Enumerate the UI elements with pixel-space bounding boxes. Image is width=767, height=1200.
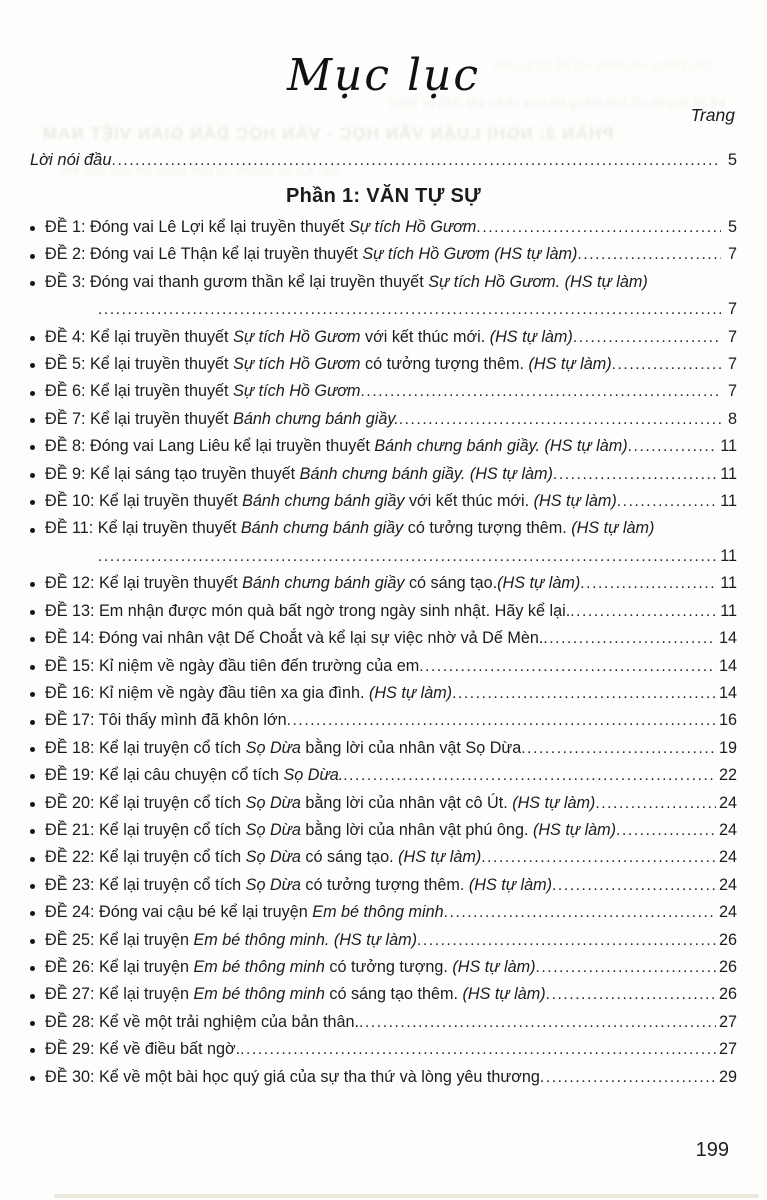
toc-entry-line [30, 241, 737, 268]
toc-entry-text: ĐỀ 18: Kể lại truyện cổ tích Sọ Dừa bằng lời của nhân vật Sọ Dừa [45, 738, 522, 757]
toc-entry-page-number: 26 [718, 930, 737, 949]
toc-entry-label: ĐỀ 11: [45, 519, 98, 538]
dot-leader [287, 707, 716, 734]
toc-entry-text: ĐỀ 17: Tôi thấy mình đã khôn lớn [45, 711, 287, 730]
toc-entry-label: ĐỀ 20: [45, 793, 99, 812]
toc-entry-line [30, 954, 737, 981]
toc-entry-text: ĐỀ 29: Kể về điều bất ngờ. [45, 1040, 241, 1059]
toc-entry-line [30, 735, 737, 762]
toc-entry-label: ĐỀ 8: [45, 437, 90, 456]
ghost-text-line: kể lại truyện cổ tích bằng lời của nhân vật (HS tự làm) [389, 94, 725, 110]
bullet-icon [30, 254, 39, 259]
toc-entry-line [30, 927, 737, 954]
toc-entry-label: ĐỀ 26: [45, 957, 99, 976]
toc-entry [30, 1036, 737, 1063]
page-number: 199 [695, 1139, 729, 1161]
toc-entry-line [30, 351, 737, 378]
toc-entry-page-number: 29 [718, 1067, 737, 1086]
scan-edge-artifact [54, 1194, 759, 1198]
dot-leader [452, 680, 716, 707]
toc-entry-text: ĐỀ 2: Đóng vai Lê Thận kể lại truyền thuyết Sự tích Hồ Gươm (HS tự làm) [45, 245, 578, 264]
toc-entry-line [30, 790, 737, 817]
bullet-icon [30, 966, 39, 971]
toc-entry [30, 762, 737, 789]
toc-entry-text: ĐỀ 30: Kể về một bài học quý giá của sự tha thứ và lòng yêu thương [45, 1067, 540, 1086]
toc-entry-text: ĐỀ 24: Đóng vai cậu bé kể lại truyện Em bé thông minh [45, 903, 444, 922]
toc-entry-line [30, 433, 737, 460]
section-heading: Phần 1: VĂN TỰ SỰ [286, 185, 481, 207]
bullet-icon [30, 939, 39, 944]
dot-leader [553, 461, 717, 488]
toc-entry-label: ĐỀ 18: [45, 738, 99, 757]
toc-entry-line [30, 817, 737, 844]
toc-entry-foreword [30, 151, 737, 170]
bullet-icon [30, 1048, 39, 1053]
toc-entry-label: ĐỀ 1: [45, 218, 90, 236]
bullet-icon [30, 528, 39, 533]
toc-entry [30, 1009, 737, 1036]
toc-entry-text: ĐỀ 10: Kể lại truyền thuyết Bánh chưng bánh giầy với kết thúc mới. (HS tự làm) [45, 492, 617, 511]
toc-entry-line [30, 872, 737, 899]
toc-entry-label: ĐỀ 6: [45, 382, 90, 401]
toc-entry [30, 927, 737, 954]
toc-entry [30, 844, 737, 871]
bullet-icon [30, 418, 39, 423]
bullet-icon [30, 802, 39, 807]
bullet-icon [30, 473, 39, 478]
toc-entry-label: ĐỀ 19: [45, 766, 99, 785]
ghost-text-line: Đề: Đóng vai nhân vật kể lại truyện [494, 57, 712, 73]
toc-entry-text: ĐỀ 1: Đóng vai Lê Lợi kể lại truyền thuyết Sự tích Hồ Gươm [45, 218, 477, 236]
dot-leader [540, 1064, 716, 1091]
toc-list [30, 214, 737, 1091]
dot-leader [617, 488, 717, 515]
toc-entry-label: ĐỀ 17: [45, 711, 99, 730]
dot-leader [98, 543, 717, 570]
toc-entry-line [30, 625, 737, 652]
toc-entry [30, 461, 737, 488]
toc-entry-text: ĐỀ 12: Kể lại truyền thuyết Bánh chưng bánh giầy có sáng tạo.(HS tự làm) [45, 574, 581, 593]
toc-entry-line [30, 324, 737, 351]
toc-entry [30, 817, 737, 844]
dot-leader [359, 1009, 716, 1036]
toc-entry-page-number: 24 [718, 903, 737, 922]
toc-content [0, 151, 767, 1091]
toc-entry [30, 241, 737, 268]
bullet-icon [30, 774, 39, 779]
toc-entry-line [30, 981, 737, 1008]
toc-entry-page-number: 11 [720, 492, 737, 511]
toc-entry-line [30, 406, 737, 433]
dot-leader [616, 817, 716, 844]
toc-entry-page-number: 26 [718, 985, 737, 1004]
dot-leader [419, 653, 716, 680]
toc-entry-label: ĐỀ 3: [45, 272, 90, 291]
toc-entry [30, 1064, 737, 1091]
toc-entry-label: ĐỀ 23: [45, 875, 99, 894]
toc-entry-label: ĐỀ 27: [45, 985, 99, 1004]
bullet-icon [30, 445, 39, 450]
toc-entry-text: ĐỀ 11: Kể lại truyền thuyết Bánh chưng bánh giầy có tưởng tượng thêm. (HS tự làm) [45, 519, 655, 538]
toc-entry-label: ĐỀ 12: [45, 574, 99, 593]
toc-entry-text: ĐỀ 9: Kể lại sáng tạo truyền thuyết Bánh chưng bánh giầy. (HS tự làm) [45, 464, 553, 483]
bullet-icon [30, 637, 39, 642]
toc-entry-text: ĐỀ 28: Kể về một trải nghiệm của bản thân. [45, 1012, 360, 1031]
toc-entry [30, 981, 737, 1008]
toc-entry-page-number: 8 [727, 409, 737, 428]
toc-entry-page-number: 24 [718, 848, 737, 867]
toc-entry-page-number: 7 [727, 245, 737, 264]
dot-leader [112, 151, 721, 170]
bullet-icon [30, 582, 39, 587]
bullet-icon [30, 747, 39, 752]
foreword-page-number: 5 [727, 151, 737, 169]
toc-entry-text: ĐỀ 26: Kể lại truyện Em bé thông minh có tưởng tượng. (HS tự làm) [45, 957, 536, 976]
toc-entry-page-number: 24 [718, 793, 737, 812]
dot-leader [628, 433, 718, 460]
toc-entry [30, 570, 737, 597]
toc-entry-text: ĐỀ 4: Kể lại truyền thuyết Sự tích Hồ Gươm với kết thúc mới. (HS tự làm) [45, 327, 573, 346]
bullet-icon [30, 281, 39, 286]
ghost-text-line: Đề: Kể lại truyện cổ tích bằng lời văn của em [60, 162, 340, 178]
toc-entry [30, 790, 737, 817]
toc-entry-label: ĐỀ 30: [45, 1067, 99, 1086]
bullet-icon [30, 363, 39, 368]
dot-leader [361, 378, 721, 405]
dot-leader [481, 844, 716, 871]
toc-entry [30, 515, 737, 570]
column-header-trang: Trang [690, 105, 735, 125]
toc-entry-text: ĐỀ 3: Đóng vai thanh gươm thần kể lại truyền thuyết Sự tích Hồ Gươm. (HS tự làm) [45, 272, 648, 291]
toc-entry-line [30, 515, 737, 542]
toc-entry-line [30, 378, 737, 405]
toc-entry [30, 406, 737, 433]
toc-entry-line [30, 570, 737, 597]
dot-leader [240, 1036, 716, 1063]
bullet-icon [30, 911, 39, 916]
toc-entry [30, 598, 737, 625]
toc-entry [30, 214, 737, 241]
dot-leader [417, 927, 716, 954]
toc-entry-label: ĐỀ 5: [45, 355, 90, 374]
ghost-text-line: PHẦN 3: NGHỊ LUẬN VĂN HỌC - VĂN HỌC DÂN GIAN VIỆT NAM [42, 124, 614, 143]
toc-entry [30, 735, 737, 762]
dot-leader [577, 241, 721, 268]
bullet-icon [30, 692, 39, 697]
dot-leader [521, 735, 716, 762]
toc-entry-label: ĐỀ 16: [45, 683, 99, 702]
toc-entry-line [30, 598, 737, 625]
dot-leader [98, 296, 721, 323]
toc-entry-line [30, 1009, 737, 1036]
page-title: Mục lục [286, 50, 481, 101]
toc-entry [30, 653, 737, 680]
toc-entry-text: ĐỀ 5: Kể lại truyền thuyết Sự tích Hồ Gươm có tưởng tượng thêm. (HS tự làm) [45, 355, 612, 374]
toc-entry-continuation [98, 296, 737, 323]
toc-entry [30, 351, 737, 378]
toc-entry-text: ĐỀ 7: Kể lại truyền thuyết Bánh chưng bánh giầy. [45, 409, 399, 428]
toc-entry-label: ĐỀ 29: [45, 1040, 99, 1059]
dot-leader [570, 598, 717, 625]
bullet-icon [30, 391, 39, 396]
toc-entry [30, 899, 737, 926]
toc-entry-page-number: 7 [727, 327, 737, 346]
toc-entry-page-number: 24 [718, 875, 737, 894]
toc-entry-label: ĐỀ 7: [45, 409, 90, 428]
toc-entry-label: ĐỀ 24: [45, 903, 99, 922]
dot-leader [343, 762, 716, 789]
toc-entry-label: ĐỀ 15: [45, 656, 99, 675]
bullet-icon [30, 1021, 39, 1026]
toc-entry-page-number: 11 [720, 464, 737, 483]
toc-entry-line [30, 488, 737, 515]
toc-entry-text: ĐỀ 16: Kỉ niệm về ngày đầu tiên xa gia đình. (HS tự làm) [45, 683, 453, 702]
toc-entry-label: ĐỀ 25: [45, 930, 99, 949]
toc-entry [30, 378, 737, 405]
toc-entry-label: ĐỀ 10: [45, 492, 99, 511]
dot-leader [573, 324, 721, 351]
toc-entry-page-number: 14 [718, 656, 737, 675]
dot-leader [543, 625, 716, 652]
toc-entry-page-number: 11 [720, 574, 737, 593]
bullet-icon [30, 994, 39, 999]
toc-entry [30, 954, 737, 981]
toc-entry-page-number: 22 [718, 766, 737, 785]
toc-entry-text: ĐỀ 15: Kỉ niệm về ngày đầu tiên đến trường của em [45, 656, 420, 675]
toc-entry-line [30, 762, 737, 789]
toc-entry-label: ĐỀ 21: [45, 820, 99, 839]
bullet-icon [30, 857, 39, 862]
toc-entry-text: ĐỀ 25: Kể lại truyện Em bé thông minh. (HS tự làm) [45, 930, 417, 949]
toc-entry-line [30, 899, 737, 926]
foreword-label: Lời nói đầu [30, 151, 112, 169]
toc-entry [30, 269, 737, 324]
dot-leader [444, 899, 716, 926]
toc-entry-page-number: 14 [718, 683, 737, 702]
toc-entry-text: ĐỀ 21: Kể lại truyện cổ tích Sọ Dừa bằng lời của nhân vật phú ông. (HS tự làm) [45, 820, 617, 839]
toc-entry-text: ĐỀ 22: Kể lại truyện cổ tích Sọ Dừa có sáng tạo. (HS tự làm) [45, 848, 482, 867]
toc-entry-line [30, 653, 737, 680]
toc-entry-label: ĐỀ 9: [45, 464, 90, 483]
toc-entry-page-number: 11 [720, 546, 737, 565]
toc-entry-line [30, 461, 737, 488]
bullet-icon [30, 500, 39, 505]
toc-entry [30, 488, 737, 515]
toc-entry-text: ĐỀ 27: Kể lại truyện Em bé thông minh có sáng tạo thêm. (HS tự làm) [45, 985, 546, 1004]
dot-leader [476, 214, 721, 241]
toc-entry-line [30, 214, 737, 241]
toc-entry-line [30, 269, 737, 296]
toc-entry [30, 707, 737, 734]
bullet-icon [30, 1076, 39, 1081]
toc-entry-text: ĐỀ 14: Đóng vai nhân vật Dế Choắt và kể lại sự việc nhờ vả Dế Mèn. [45, 629, 544, 648]
dot-leader [612, 351, 721, 378]
bullet-icon [30, 720, 39, 725]
toc-entry-line [30, 1064, 737, 1091]
toc-entry-page-number: 16 [718, 711, 737, 730]
toc-entry-text: ĐỀ 23: Kể lại truyện cổ tích Sọ Dừa có tưởng tượng thêm. (HS tự làm) [45, 875, 553, 894]
dot-leader [595, 790, 716, 817]
toc-entry-continuation [98, 543, 737, 570]
dot-leader [580, 570, 717, 597]
toc-entry [30, 324, 737, 351]
dot-leader [399, 406, 721, 433]
toc-entry-text: ĐỀ 6: Kể lại truyền thuyết Sự tích Hồ Gươm [45, 382, 361, 401]
bullet-icon [30, 610, 39, 615]
toc-entry-page-number: 14 [718, 629, 737, 648]
toc-entry-label: ĐỀ 13: [45, 601, 99, 620]
toc-entry-page-number: 27 [718, 1040, 737, 1059]
toc-entry-label: ĐỀ 2: [45, 245, 90, 264]
toc-entry-page-number: 7 [727, 382, 737, 401]
toc-entry-page-number: 7 [727, 355, 737, 374]
toc-entry-text: ĐỀ 20: Kể lại truyện cổ tích Sọ Dừa bằng lời của nhân vật cô Út. (HS tự làm) [45, 793, 596, 812]
toc-entry-page-number: 24 [718, 820, 737, 839]
toc-entry-text: ĐỀ 13: Em nhận được món quà bất ngờ trong ngày sinh nhật. Hãy kể lại. [45, 601, 571, 620]
toc-entry [30, 433, 737, 460]
toc-entry-label: ĐỀ 4: [45, 327, 90, 346]
toc-entry-page-number: 11 [720, 601, 737, 620]
toc-entry-page-number: 11 [720, 437, 737, 456]
toc-entry-page-number: 19 [718, 738, 737, 757]
toc-entry-page-number: 26 [718, 957, 737, 976]
toc-entry-line [30, 1036, 737, 1063]
toc-entry-label: ĐỀ 14: [45, 629, 99, 648]
toc-entry [30, 625, 737, 652]
dot-leader [535, 954, 716, 981]
toc-entry-line [30, 844, 737, 871]
bullet-icon [30, 336, 39, 341]
toc-entry-text: ĐỀ 8: Đóng vai Lang Liêu kể lại truyền thuyết Bánh chưng bánh giầy. (HS tự làm) [45, 437, 628, 456]
bullet-icon [30, 226, 39, 231]
toc-entry-text: ĐỀ 19: Kể lại câu chuyện cổ tích Sọ Dừa. [45, 766, 344, 785]
toc-entry-page-number: 5 [727, 218, 737, 236]
dot-leader [552, 872, 716, 899]
toc-entry-line [30, 707, 737, 734]
toc-entry-page-number: 7 [727, 300, 737, 319]
dot-leader [546, 981, 716, 1008]
toc-entry [30, 680, 737, 707]
bullet-icon [30, 884, 39, 889]
toc-entry-line [30, 680, 737, 707]
toc-entry-page-number: 27 [718, 1012, 737, 1031]
toc-entry-label: ĐỀ 28: [45, 1012, 99, 1031]
bullet-icon [30, 829, 39, 834]
bullet-icon [30, 665, 39, 670]
toc-entry-label: ĐỀ 22: [45, 848, 99, 867]
toc-entry [30, 872, 737, 899]
